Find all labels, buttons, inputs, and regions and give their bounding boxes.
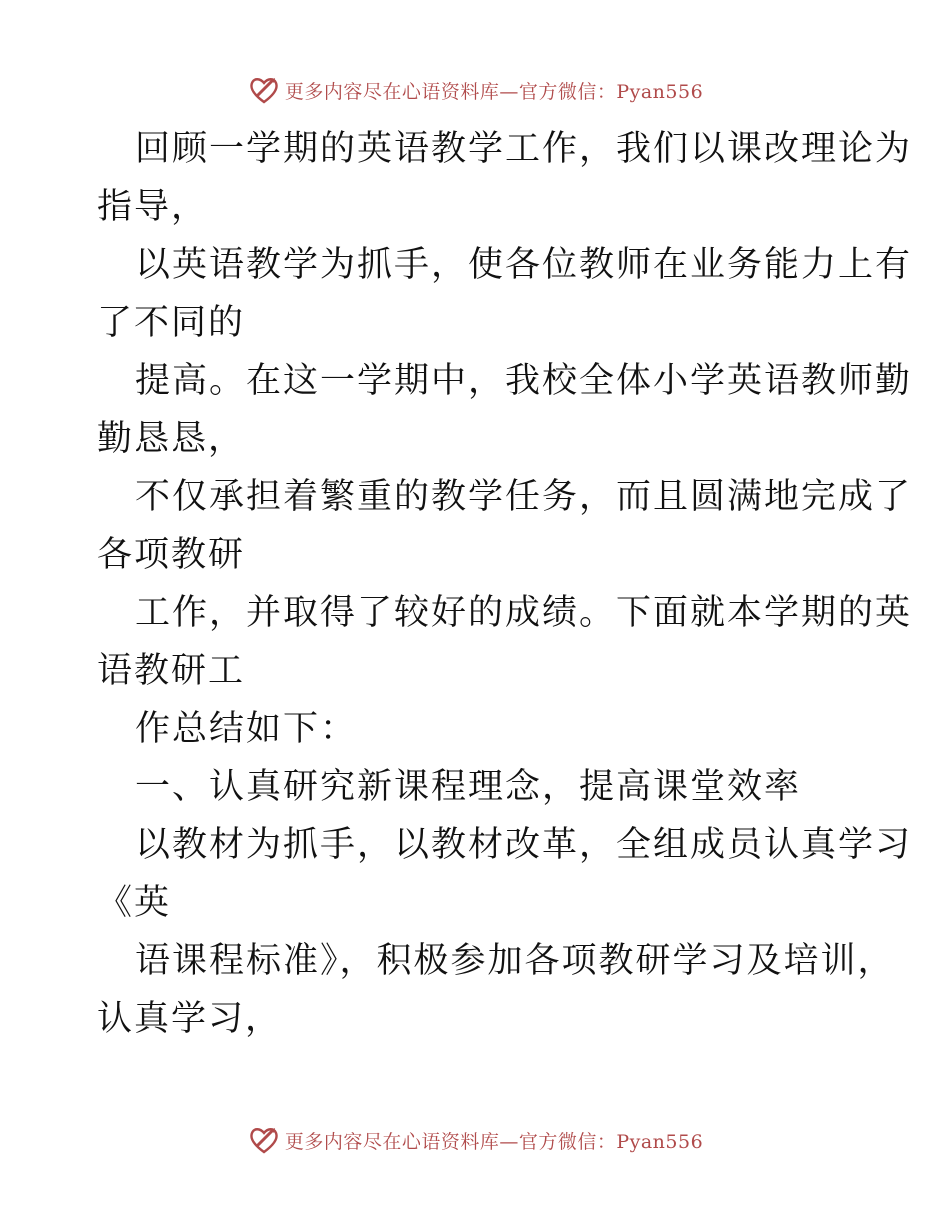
text-line: 以教材为抓手，以教材改革，全组成员认真学习	[135, 825, 913, 865]
text-line: 认真学习，	[97, 999, 283, 1039]
banner-text: 更多内容尽在心语资料库—官方微信：Pyan556	[284, 80, 704, 103]
text-line: 勤恳恳，	[97, 419, 246, 459]
document-body	[97, 120, 913, 1048]
text-line: 语课程标准》，积极参加各项教研学习及培训，	[135, 941, 895, 981]
header-banner	[0, 70, 950, 110]
text-line: 《英	[97, 883, 172, 923]
text-line: 提高。在这一学期中，我校全体小学英语教师勤	[135, 361, 913, 401]
text-line: 各项教研	[97, 535, 246, 575]
text-line: 作总结如下：	[135, 709, 358, 749]
banner-text: 更多内容尽在心语资料库—官方微信：Pyan556	[284, 1130, 704, 1153]
text-line: 以英语教学为抓手，使各位教师在业务能力上有	[135, 245, 913, 285]
heart-pen-icon	[247, 1123, 281, 1157]
footer-banner	[0, 1120, 950, 1160]
text-line: 回顾一学期的英语教学工作，我们以课改理论为	[135, 129, 913, 169]
heart-pen-icon	[247, 73, 281, 107]
text-line: 一、认真研究新课程理念，提高课堂效率	[135, 767, 802, 807]
text-line: 指导，	[97, 187, 209, 227]
text-line: 了不同的	[97, 303, 246, 343]
text-line: 工作，并取得了较好的成绩。下面就本学期的英	[135, 593, 913, 633]
text-line: 语教研工	[97, 651, 246, 691]
text-line: 不仅承担着繁重的教学任务，而且圆满地完成了	[135, 477, 913, 517]
